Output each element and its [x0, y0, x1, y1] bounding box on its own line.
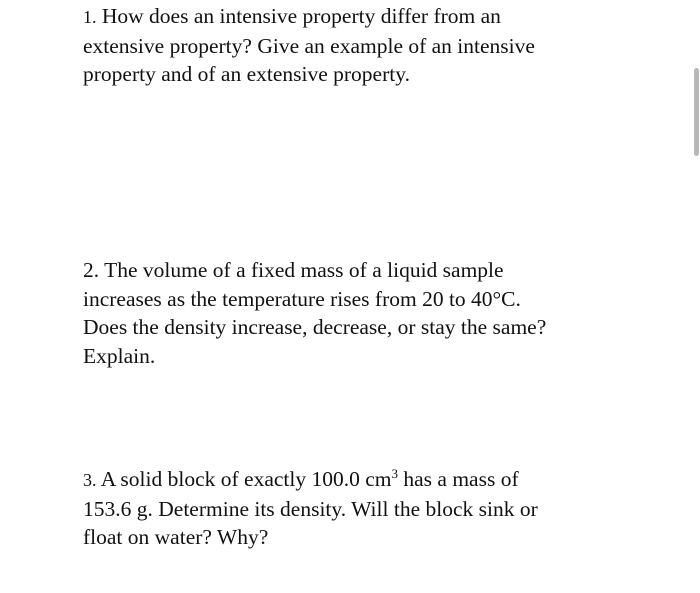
- question-1-line-1: [83, 2, 643, 32]
- question-2-number: 2.: [83, 258, 100, 282]
- question-3-text-line-3: float on water? Why?: [83, 525, 269, 549]
- question-1: [83, 2, 643, 89]
- question-2: [83, 256, 643, 370]
- question-3-number: 3.: [83, 470, 97, 490]
- question-3-text-before-superscript: A solid block of exactly 100.0 cm: [100, 467, 392, 491]
- question-3-text-line-2: 153.6 g. Determine its density. Will the block sink or: [83, 496, 538, 521]
- cubic-superscript: 3: [391, 466, 398, 481]
- question-1-text-line-1: How does an intensive property differ from an: [101, 4, 501, 28]
- question-1-text-line-3: property and of an extensive property.: [83, 62, 410, 86]
- question-3: [83, 465, 643, 552]
- question-2-line-1: [83, 256, 643, 285]
- question-2-text-line-1: The volume of a fixed mass of a liquid sample: [104, 258, 504, 282]
- question-2-text-line-3: Does the density increase, decrease, or stay the same?: [83, 315, 547, 339]
- question-3-text-after-superscript: has a mass of: [398, 467, 519, 491]
- question-2-text-line-2: increases as the temperature rises from 20 to 40°C.: [83, 286, 521, 311]
- vertical-scrollbar-thumb[interactable]: [694, 68, 699, 156]
- question-2-text-line-4: Explain.: [83, 343, 156, 368]
- question-3-line-1: [83, 465, 643, 495]
- question-1-number: 1.: [83, 7, 97, 27]
- question-1-text-line-2: extensive property? Give an example of an intensive: [83, 33, 535, 58]
